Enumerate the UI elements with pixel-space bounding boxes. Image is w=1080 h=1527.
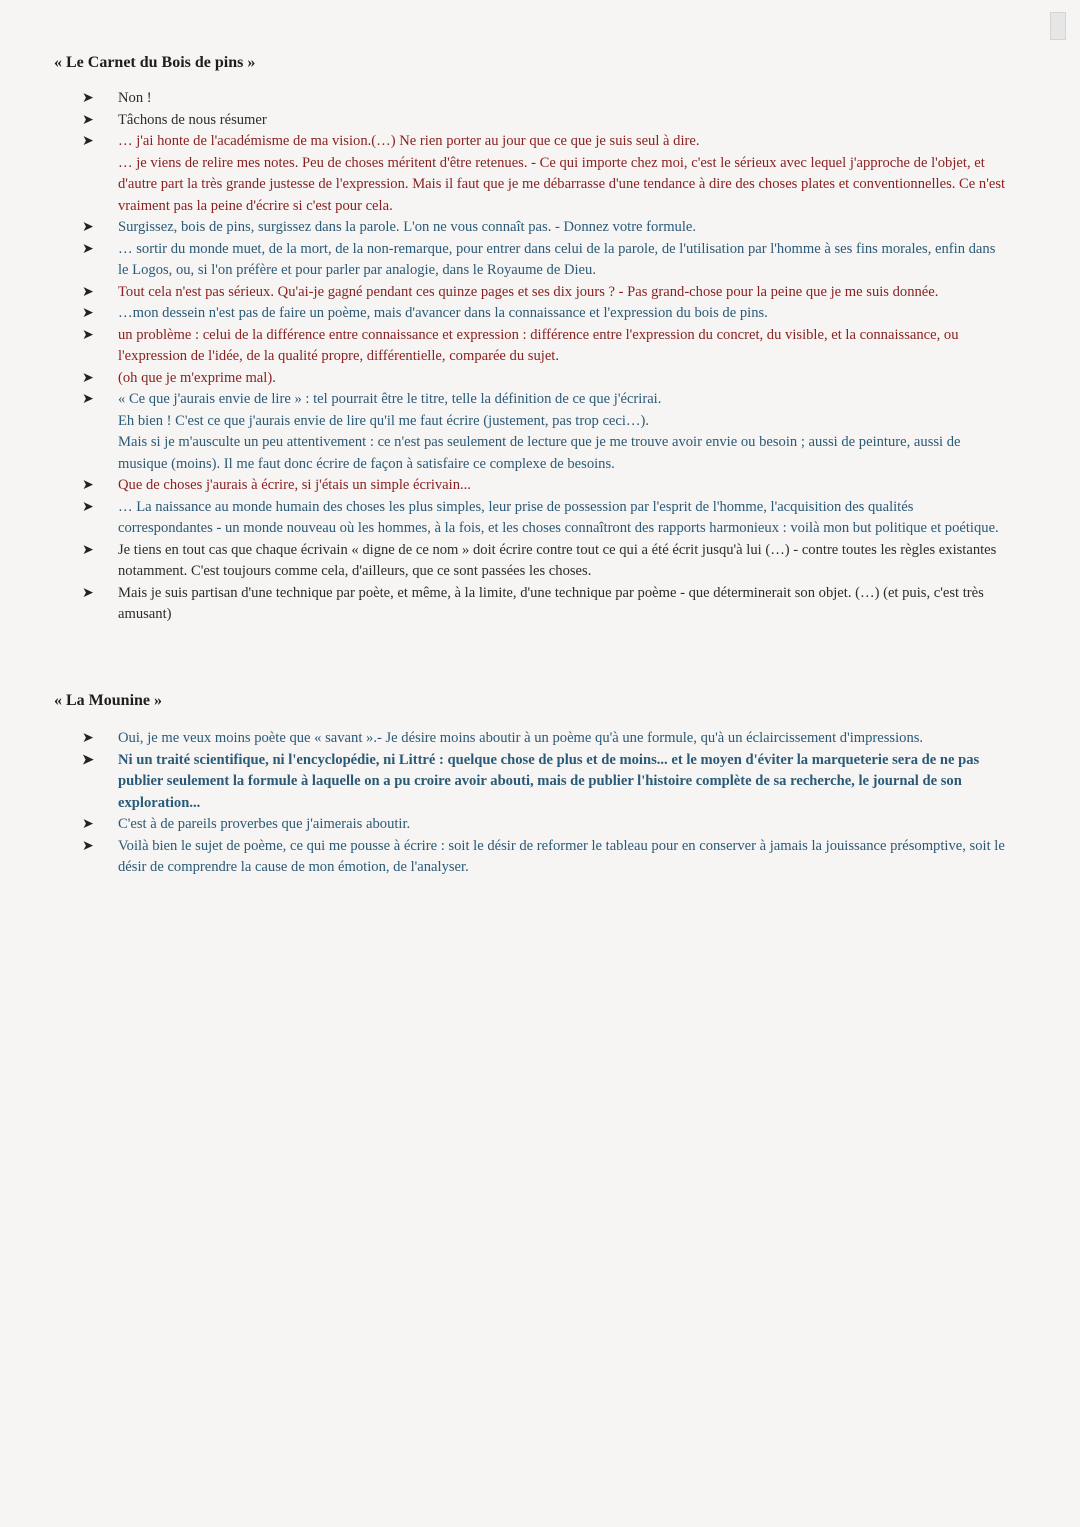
arrow-bullet-icon: ➤ [82,112,94,128]
list-item [82,217,1008,239]
quote-text: Eh bien ! C'est ce que j'aurais envie de lire qu'il me faut écrire (justement, pas trop ceci…). [118,412,650,429]
list-item [82,583,1008,626]
quote-text: Oui, je me veux moins poète que « savant ».- Je désire moins aboutir à un poème qu'à une formule, qu'à un éclaircissement d'impressions. [118,730,924,746]
list-item [82,368,1008,390]
quote-text: Que de choses j'aurais à écrire, si j'étais un simple écrivain... [118,477,471,493]
arrow-bullet-icon: ➤ [82,306,94,321]
quote-text: C'est à de pareils proverbes que j'aimerais aboutir. [118,816,411,832]
arrow-bullet-icon: ➤ [82,220,94,235]
quote-text: … sortir du monde muet, de la mort, de la non-remarque, pour entrer dans celui de la parole, de l'utilisation par l'homme à ses fins morales, enfin dans le Logos, ou, si l'on préfère et pour parler par analogie, dans le Royaume de Dieu. [118,240,996,278]
section-title-mounine: « La Mounine » [54,692,163,709]
carnet-quote-list [82,88,1008,626]
quote-text: …mon dessein n'est pas de faire un poème, mais d'avancer dans la connaissance et l'expression du bois de pins. [118,305,768,321]
list-item [82,497,1008,540]
mounine-quote-list [82,728,1008,879]
list-item [82,282,1008,304]
list-item [82,750,1008,815]
arrow-bullet-icon: ➤ [82,327,94,343]
arrow-bullet-icon: ➤ [82,817,94,832]
quote-text: Voilà bien le sujet de poème, ce qui me pousse à écrire : soit le désir de reformer le tableau pour en conserver à jamais la jouissance présomptive, soit le désir de comprendre la cause de mon émotion, de l'analyser. [118,837,1005,875]
quote-text: (oh que je m'exprime mal). [118,369,276,386]
list-item [82,814,1008,836]
list-item [82,836,1008,879]
list-item [82,88,1008,110]
arrow-bullet-icon: ➤ [82,91,94,106]
quote-text: … La naissance au monde humain des choses les plus simples, leur prise de possession par l'esprit de l'homme, l'acquisition des qualités correspondantes - un monde nouveau où les hommes, à la fois, et les choses connaîtront des rapports harmonieux : voilà mon but politique et poétique. [118,498,999,536]
arrow-bullet-icon: ➤ [82,752,94,768]
arrow-bullet-icon: ➤ [82,478,94,493]
arrow-bullet-icon: ➤ [82,542,94,558]
quote-text: Mais je suis partisan d'une technique par poète, et même, à la limite, d'une technique par poème - que déterminerait son objet. (…) (et puis, c'est très amusant) [118,584,984,622]
list-item [82,303,1008,325]
list-item [82,239,1008,282]
list-item [82,540,1008,583]
list-item [82,325,1008,368]
arrow-bullet-icon: ➤ [82,731,94,746]
page-edge-mark [1050,12,1066,40]
list-item [82,475,1008,497]
quote-text: Mais si je m'ausculte un peu attentivement : ce n'est pas seulement de lecture que je me trouve avoir envie ou besoin ; aussi de peinture, aussi de musique (moins). Il me faut donc écrire de façon à satisfaire ce complexe de besoins. [118,434,961,472]
quote-text: … j'ai honte de l'académisme de ma vision.(…) Ne rien porter au jour que ce que je suis seul à dire. [118,133,700,149]
quote-text: Tout cela n'est pas sérieux. Qu'ai-je gagné pendant ces quinze pages et ses dix jours ? - Pas grand-chose pour la peine que je me suis donnée. [118,283,939,300]
quote-text: Surgissez, bois de pins, surgissez dans la parole. L'on ne vous connaît pas. - Donnez votre formule. [118,219,697,235]
arrow-bullet-icon: ➤ [82,284,94,300]
arrow-bullet-icon: ➤ [82,838,94,854]
section-title-carnet: « Le Carnet du Bois de pins » [54,54,256,71]
quote-text: Ni un traité scientifique, ni l'encyclopédie, ni Littré : quelque chose de plus et de moins... et le moyen d'éviter la marqueterie sera de ne pas publier seulement la formule à laquelle on a pu croire avoir abouti, mais de publier l'histoire complète de sa recherche, le journal de son exploration... [118,751,980,811]
arrow-bullet-icon: ➤ [82,499,94,515]
list-item [82,131,1008,217]
quote-text: Tâchons de nous résumer [118,111,267,128]
quote-text: un problème : celui de la différence entre connaissance et expression : différence entre l'expression du concret, du visible, et la connaissance, ou l'expression de l'idée, de la qualité propre, différentielle, comparée du sujet. [118,326,959,364]
quote-text: « Ce que j'aurais envie de lire » : tel pourrait être le titre, telle la définition de ce que j'écrirai. [118,391,662,407]
list-item [82,728,1008,750]
arrow-bullet-icon: ➤ [82,370,94,386]
list-item [82,110,1008,132]
quote-text: … je viens de relire mes notes. Peu de choses méritent d'être retenues. - Ce qui importe chez moi, c'est le sérieux avec lequel j'approche de l'objet, et d'autre part la très grande justesse de l'expression. Mais il faut que je me débarrasse d'une tendance à dire des choses plates et conventionnelles. Ce n'est vraiment pas la peine d'écrire si c'est pour cela. [118,154,1006,214]
arrow-bullet-icon: ➤ [82,392,94,407]
arrow-bullet-icon: ➤ [82,241,94,257]
quote-text: Je tiens en tout cas que chaque écrivain « digne de ce nom » doit écrire contre tout ce qui a été écrit jusqu'à lui (…) - contre toutes les règles existantes notamment. C'est toujours comme cela, d'ailleurs, que ce sont passées les choses. [118,541,997,579]
quote-text: Non ! [118,90,152,106]
arrow-bullet-icon: ➤ [82,585,94,601]
list-item [82,389,1008,475]
arrow-bullet-icon: ➤ [82,134,94,149]
